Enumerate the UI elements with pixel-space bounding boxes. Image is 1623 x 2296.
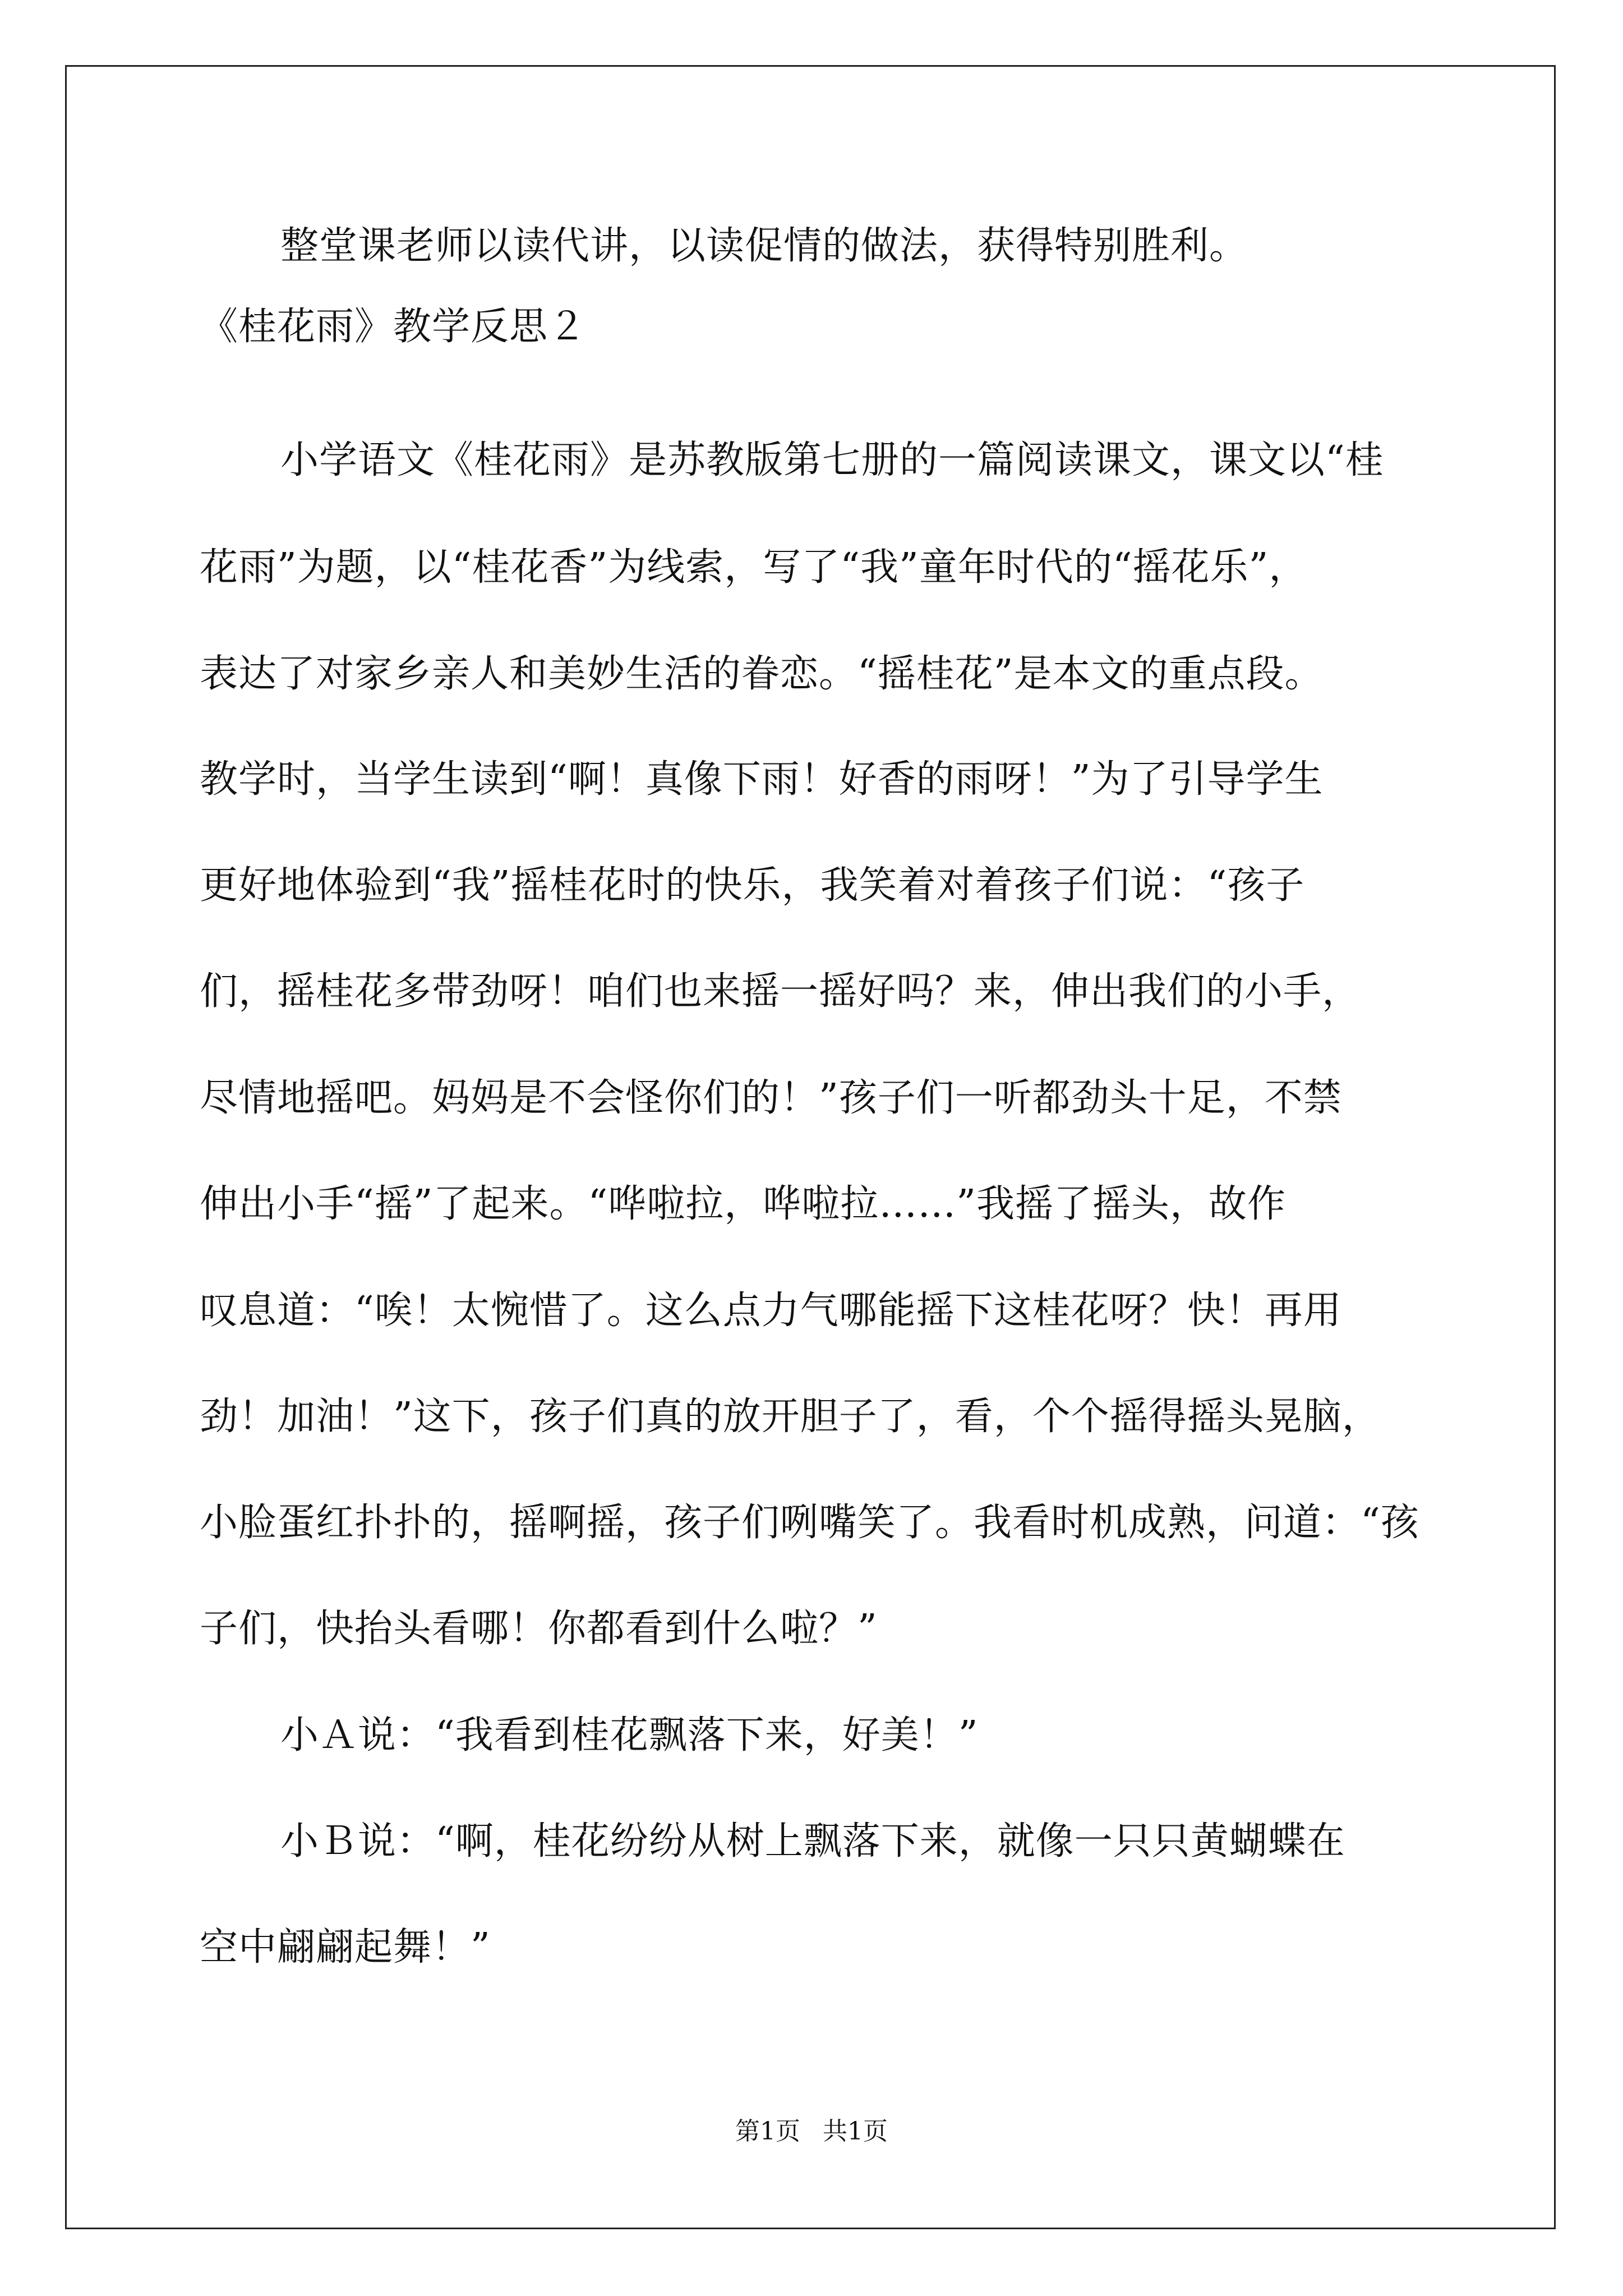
paragraph-line: 小Ａ说：“我看到桂花飘落下来，好美！” bbox=[280, 1713, 979, 1757]
section-heading: 《桂花雨》教学反思２ bbox=[200, 305, 587, 349]
page-footer bbox=[0, 2119, 1623, 2144]
paragraph-line: 小脸蛋红扑扑的，摇啊摇，孩子们咧嘴笑了。我看时机成熟，问道：“孩 bbox=[200, 1501, 1419, 1545]
page-number: 第1页 bbox=[735, 2117, 800, 2146]
paragraph-line: 更好地体验到“我”摇桂花时的快乐，我笑着对着孩子们说：“孩子 bbox=[200, 863, 1305, 908]
paragraph-line: 劲！加油！”这下，孩子们真的放开胆子了，看，个个摇得摇头晃脑， bbox=[200, 1395, 1381, 1439]
paragraph-line: 整堂课老师以读代讲，以读促情的做法，获得特别胜利。 bbox=[280, 224, 1248, 268]
paragraph-line: 尽情地摇吧。妈妈是不会怪你们的！”孩子们一听都劲头十足，不禁 bbox=[200, 1076, 1342, 1120]
paragraph-line: 小学语文《桂花雨》是苏教版第七册的一篇阅读课文，课文以“桂 bbox=[280, 438, 1384, 482]
paragraph-line: 花雨”为题，以“桂花香”为线索，写了“我”童年时代的“摇花乐”， bbox=[200, 545, 1308, 590]
paragraph-line: 伸出小手“摇”了起来。“哗啦拉，哗啦拉……”我摇了摇头，故作 bbox=[200, 1182, 1287, 1226]
page-total: 共1页 bbox=[823, 2117, 888, 2146]
paragraph-line: 空中翩翩起舞！” bbox=[200, 1925, 491, 1970]
paragraph-line: 表达了对家乡亲人和美妙生活的眷恋。“摇桂花”是本文的重点段。 bbox=[200, 652, 1324, 696]
paragraph-line: 子们，快抬头看哪！你都看到什么啦？” bbox=[200, 1607, 878, 1651]
paragraph-line: 们，摇桂花多带劲呀！咱们也来摇一摇好吗？来，伸出我们的小手， bbox=[200, 969, 1361, 1014]
page-border bbox=[65, 65, 1556, 2229]
paragraph-line: 叹息道：“唉！太惋惜了。这么点力气哪能摇下这桂花呀？快！再用 bbox=[200, 1289, 1342, 1333]
paragraph-line: 教学时，当学生读到“啊！真像下雨！好香的雨呀！”为了引导学生 bbox=[200, 757, 1324, 802]
paragraph-line: 小Ｂ说：“啊，桂花纷纷从树上飘落下来，就像一只只黄蝴蝶在 bbox=[280, 1819, 1345, 1864]
